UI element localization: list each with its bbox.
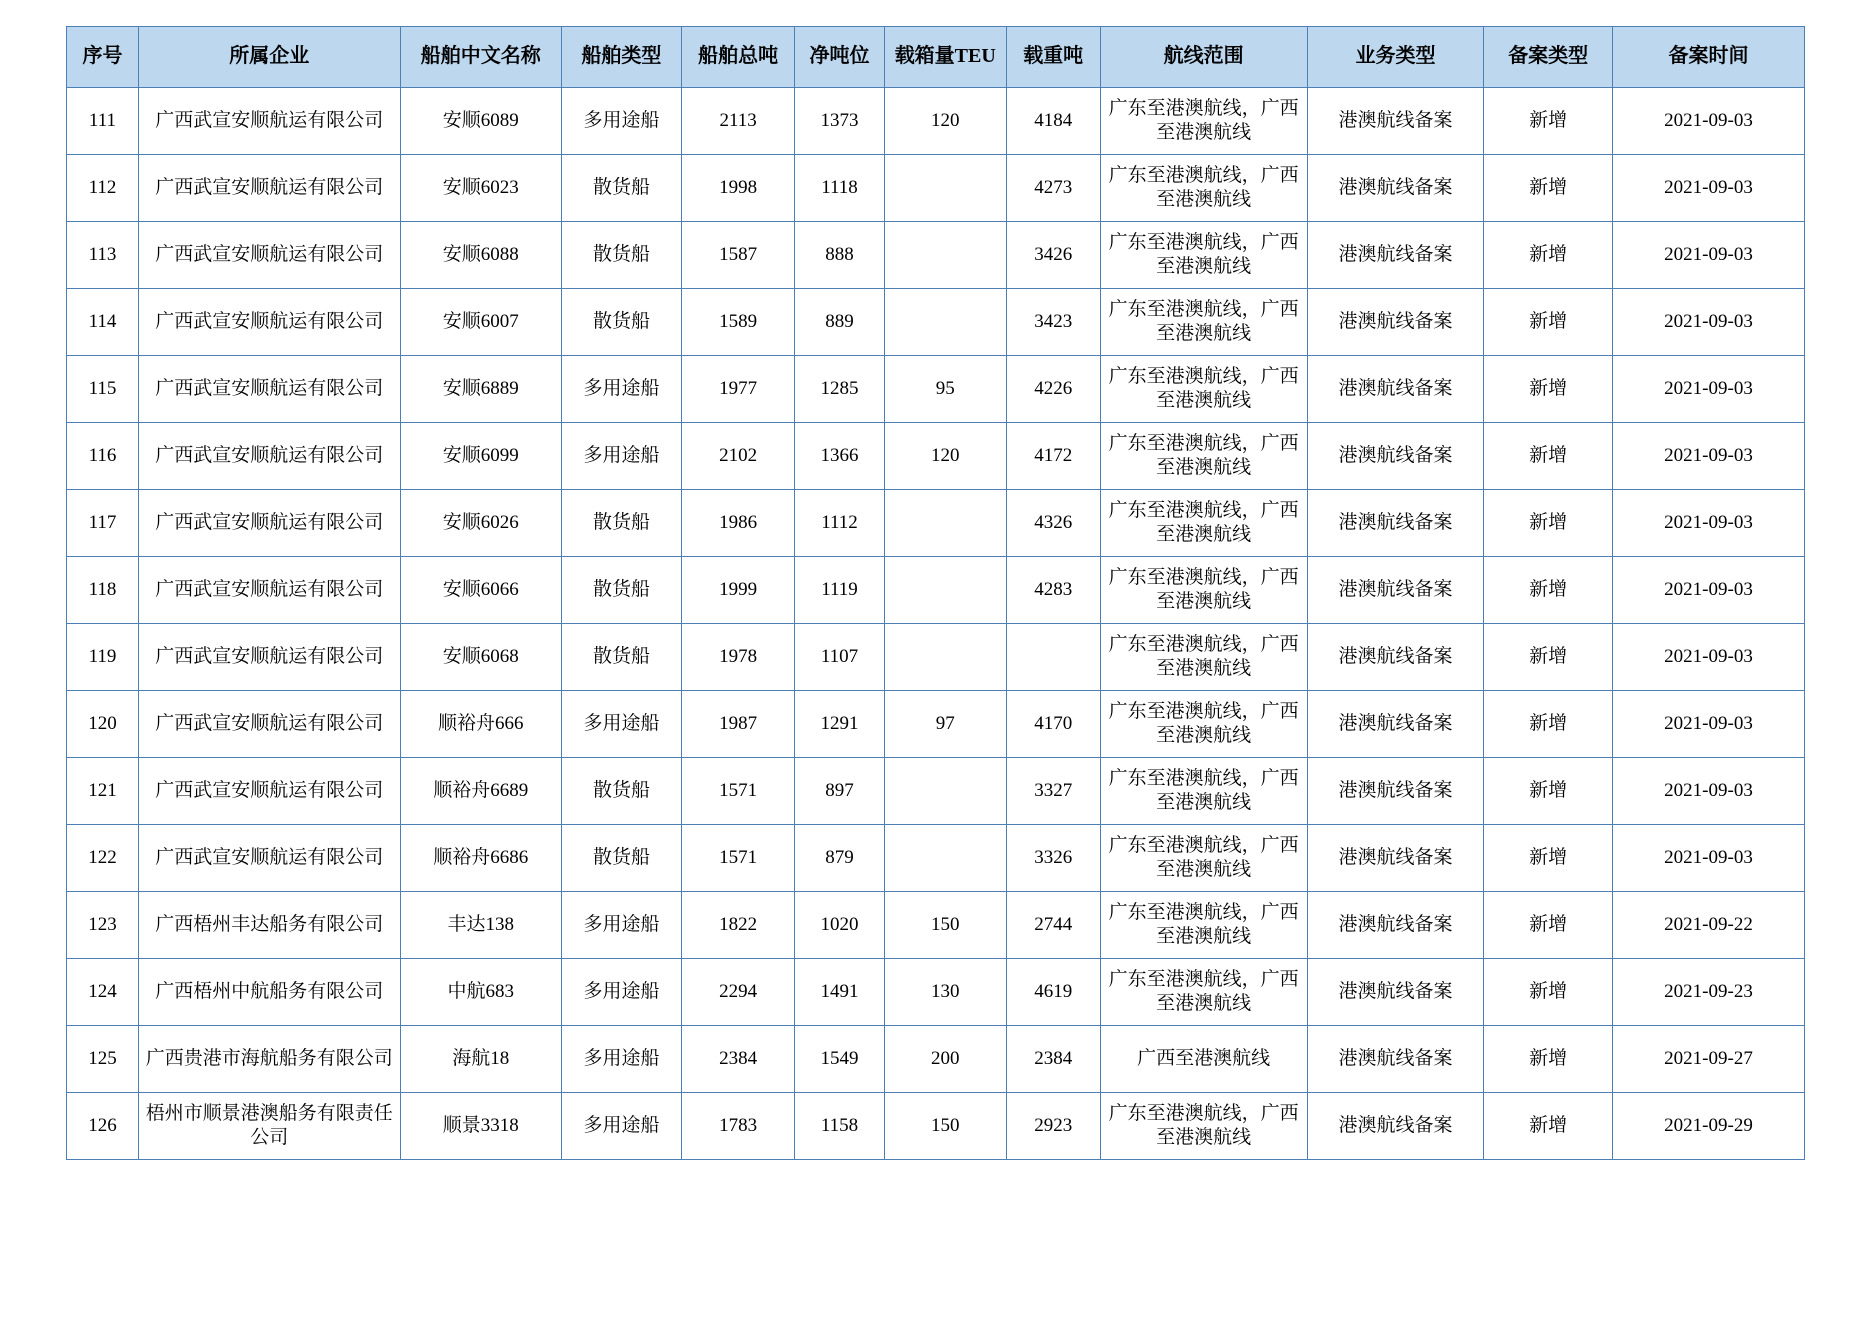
cell-gross-tonnage: 1571 (681, 825, 794, 892)
cell-ship-type: 散货船 (561, 490, 681, 557)
cell-ship-name: 安顺6889 (400, 356, 561, 423)
cell-company: 广西武宣安顺航运有限公司 (138, 155, 400, 222)
cell-ship-type: 多用途船 (561, 1093, 681, 1160)
cell-record-type: 新增 (1484, 825, 1613, 892)
cell-gross-tonnage: 1783 (681, 1093, 794, 1160)
table-row (67, 892, 1805, 959)
cell-business-type: 港澳航线备案 (1307, 490, 1484, 557)
cell-route: 广东至港澳航线，广西至港澳航线 (1100, 1093, 1307, 1160)
cell-record-type: 新增 (1484, 1093, 1613, 1160)
cell-record-date: 2021-09-03 (1613, 155, 1805, 222)
cell-record-type: 新增 (1484, 959, 1613, 1026)
cell-deadweight: 4283 (1006, 557, 1100, 624)
cell-index: 115 (67, 356, 139, 423)
cell-company: 广西梧州丰达船务有限公司 (138, 892, 400, 959)
cell-record-date: 2021-09-03 (1613, 557, 1805, 624)
cell-gross-tonnage: 1987 (681, 691, 794, 758)
cell-gross-tonnage: 1998 (681, 155, 794, 222)
cell-ship-name: 中航683 (400, 959, 561, 1026)
cell-record-type: 新增 (1484, 758, 1613, 825)
cell-gross-tonnage: 2384 (681, 1026, 794, 1093)
cell-teu (884, 825, 1006, 892)
cell-index: 126 (67, 1093, 139, 1160)
cell-business-type: 港澳航线备案 (1307, 624, 1484, 691)
column-header-record-type: 备案类型 (1484, 27, 1613, 88)
cell-ship-type: 多用途船 (561, 1026, 681, 1093)
cell-ship-name: 安顺6007 (400, 289, 561, 356)
cell-deadweight: 4184 (1006, 88, 1100, 155)
cell-record-type: 新增 (1484, 222, 1613, 289)
column-header-ship-type: 船舶类型 (561, 27, 681, 88)
cell-index: 123 (67, 892, 139, 959)
cell-teu (884, 289, 1006, 356)
cell-route: 广东至港澳航线，广西至港澳航线 (1100, 289, 1307, 356)
cell-ship-type: 散货船 (561, 557, 681, 624)
cell-ship-name: 安顺6099 (400, 423, 561, 490)
column-header-route: 航线范围 (1100, 27, 1307, 88)
cell-index: 117 (67, 490, 139, 557)
table-header (67, 27, 1805, 88)
cell-index: 112 (67, 155, 139, 222)
cell-gross-tonnage: 1822 (681, 892, 794, 959)
cell-route: 广东至港澳航线，广西至港澳航线 (1100, 959, 1307, 1026)
cell-teu (884, 624, 1006, 691)
cell-index: 120 (67, 691, 139, 758)
cell-company: 广西武宣安顺航运有限公司 (138, 289, 400, 356)
cell-net-tonnage: 879 (795, 825, 884, 892)
cell-deadweight: 3326 (1006, 825, 1100, 892)
cell-record-date: 2021-09-22 (1613, 892, 1805, 959)
cell-gross-tonnage: 1977 (681, 356, 794, 423)
cell-teu (884, 490, 1006, 557)
cell-business-type: 港澳航线备案 (1307, 222, 1484, 289)
cell-ship-type: 散货船 (561, 155, 681, 222)
cell-record-type: 新增 (1484, 557, 1613, 624)
cell-deadweight (1006, 624, 1100, 691)
cell-ship-type: 多用途船 (561, 423, 681, 490)
cell-ship-type: 散货船 (561, 289, 681, 356)
cell-index: 114 (67, 289, 139, 356)
cell-route: 广东至港澳航线，广西至港澳航线 (1100, 892, 1307, 959)
cell-company: 广西武宣安顺航运有限公司 (138, 825, 400, 892)
cell-gross-tonnage: 2113 (681, 88, 794, 155)
cell-net-tonnage: 1020 (795, 892, 884, 959)
cell-ship-name: 顺裕舟666 (400, 691, 561, 758)
cell-business-type: 港澳航线备案 (1307, 691, 1484, 758)
cell-business-type: 港澳航线备案 (1307, 1093, 1484, 1160)
table-body (67, 88, 1805, 1160)
cell-record-date: 2021-09-03 (1613, 423, 1805, 490)
cell-index: 118 (67, 557, 139, 624)
cell-ship-name: 安顺6089 (400, 88, 561, 155)
cell-gross-tonnage: 1999 (681, 557, 794, 624)
cell-record-type: 新增 (1484, 691, 1613, 758)
cell-company: 广西武宣安顺航运有限公司 (138, 490, 400, 557)
cell-gross-tonnage: 1986 (681, 490, 794, 557)
column-header-index: 序号 (67, 27, 139, 88)
cell-company: 广西武宣安顺航运有限公司 (138, 222, 400, 289)
column-header-company: 所属企业 (138, 27, 400, 88)
cell-ship-type: 多用途船 (561, 356, 681, 423)
cell-ship-type: 散货船 (561, 624, 681, 691)
cell-teu: 97 (884, 691, 1006, 758)
cell-net-tonnage: 1491 (795, 959, 884, 1026)
cell-route: 广东至港澳航线，广西至港澳航线 (1100, 222, 1307, 289)
cell-record-date: 2021-09-03 (1613, 289, 1805, 356)
cell-net-tonnage: 1112 (795, 490, 884, 557)
cell-net-tonnage: 1285 (795, 356, 884, 423)
cell-company: 广西武宣安顺航运有限公司 (138, 423, 400, 490)
cell-index: 121 (67, 758, 139, 825)
cell-teu (884, 155, 1006, 222)
cell-record-type: 新增 (1484, 892, 1613, 959)
cell-route: 广东至港澳航线，广西至港澳航线 (1100, 825, 1307, 892)
cell-teu: 120 (884, 88, 1006, 155)
cell-teu (884, 557, 1006, 624)
cell-deadweight: 2384 (1006, 1026, 1100, 1093)
cell-business-type: 港澳航线备案 (1307, 356, 1484, 423)
cell-net-tonnage: 1118 (795, 155, 884, 222)
cell-record-date: 2021-09-03 (1613, 490, 1805, 557)
cell-record-date: 2021-09-27 (1613, 1026, 1805, 1093)
column-header-business-type: 业务类型 (1307, 27, 1484, 88)
cell-gross-tonnage: 1978 (681, 624, 794, 691)
cell-route: 广东至港澳航线，广西至港澳航线 (1100, 88, 1307, 155)
cell-teu (884, 758, 1006, 825)
cell-company: 广西武宣安顺航运有限公司 (138, 691, 400, 758)
cell-route: 广东至港澳航线，广西至港澳航线 (1100, 557, 1307, 624)
cell-gross-tonnage: 1587 (681, 222, 794, 289)
cell-deadweight: 4172 (1006, 423, 1100, 490)
cell-deadweight: 2744 (1006, 892, 1100, 959)
cell-net-tonnage: 1119 (795, 557, 884, 624)
cell-route: 广东至港澳航线，广西至港澳航线 (1100, 155, 1307, 222)
cell-company: 广西武宣安顺航运有限公司 (138, 356, 400, 423)
cell-teu: 150 (884, 1093, 1006, 1160)
cell-net-tonnage: 888 (795, 222, 884, 289)
table-header-row (67, 27, 1805, 88)
cell-record-date: 2021-09-03 (1613, 691, 1805, 758)
cell-ship-name: 海航18 (400, 1026, 561, 1093)
table-row (67, 490, 1805, 557)
cell-company: 广西武宣安顺航运有限公司 (138, 624, 400, 691)
table-row (67, 825, 1805, 892)
cell-net-tonnage: 1366 (795, 423, 884, 490)
cell-index: 124 (67, 959, 139, 1026)
cell-ship-type: 多用途船 (561, 691, 681, 758)
cell-teu (884, 222, 1006, 289)
cell-index: 119 (67, 624, 139, 691)
cell-record-date: 2021-09-03 (1613, 356, 1805, 423)
table-row (67, 959, 1805, 1026)
cell-business-type: 港澳航线备案 (1307, 825, 1484, 892)
cell-net-tonnage: 1373 (795, 88, 884, 155)
cell-teu: 95 (884, 356, 1006, 423)
cell-record-date: 2021-09-03 (1613, 624, 1805, 691)
cell-ship-type: 散货船 (561, 825, 681, 892)
cell-company: 广西武宣安顺航运有限公司 (138, 758, 400, 825)
cell-record-date: 2021-09-03 (1613, 222, 1805, 289)
cell-gross-tonnage: 2294 (681, 959, 794, 1026)
cell-gross-tonnage: 1571 (681, 758, 794, 825)
cell-net-tonnage: 1107 (795, 624, 884, 691)
cell-index: 125 (67, 1026, 139, 1093)
cell-teu: 200 (884, 1026, 1006, 1093)
cell-net-tonnage: 889 (795, 289, 884, 356)
cell-net-tonnage: 1158 (795, 1093, 884, 1160)
cell-ship-type: 多用途船 (561, 88, 681, 155)
cell-record-date: 2021-09-29 (1613, 1093, 1805, 1160)
table-row (67, 289, 1805, 356)
table-row (67, 1093, 1805, 1160)
cell-ship-name: 丰达138 (400, 892, 561, 959)
table-row (67, 155, 1805, 222)
cell-route: 广东至港澳航线，广西至港澳航线 (1100, 691, 1307, 758)
cell-deadweight: 2923 (1006, 1093, 1100, 1160)
column-header-teu: 载箱量TEU (884, 27, 1006, 88)
cell-record-type: 新增 (1484, 624, 1613, 691)
cell-record-type: 新增 (1484, 155, 1613, 222)
table-row (67, 624, 1805, 691)
cell-company: 广西梧州中航船务有限公司 (138, 959, 400, 1026)
cell-deadweight: 4273 (1006, 155, 1100, 222)
table-row (67, 222, 1805, 289)
cell-deadweight: 4326 (1006, 490, 1100, 557)
cell-ship-name: 安顺6068 (400, 624, 561, 691)
cell-index: 116 (67, 423, 139, 490)
cell-route: 广东至港澳航线，广西至港澳航线 (1100, 758, 1307, 825)
cell-net-tonnage: 1549 (795, 1026, 884, 1093)
cell-route: 广东至港澳航线，广西至港澳航线 (1100, 423, 1307, 490)
cell-record-type: 新增 (1484, 356, 1613, 423)
cell-net-tonnage: 897 (795, 758, 884, 825)
column-header-ship-name: 船舶中文名称 (400, 27, 561, 88)
cell-net-tonnage: 1291 (795, 691, 884, 758)
cell-ship-name: 顺裕舟6689 (400, 758, 561, 825)
cell-deadweight: 3426 (1006, 222, 1100, 289)
cell-index: 113 (67, 222, 139, 289)
column-header-gross-tonnage: 船舶总吨 (681, 27, 794, 88)
cell-route: 广西至港澳航线 (1100, 1026, 1307, 1093)
cell-record-date: 2021-09-03 (1613, 88, 1805, 155)
cell-record-date: 2021-09-03 (1613, 758, 1805, 825)
cell-deadweight: 4619 (1006, 959, 1100, 1026)
cell-record-type: 新增 (1484, 1026, 1613, 1093)
cell-business-type: 港澳航线备案 (1307, 88, 1484, 155)
cell-record-type: 新增 (1484, 490, 1613, 557)
ship-record-table (66, 26, 1805, 1160)
cell-ship-type: 散货船 (561, 222, 681, 289)
table-row (67, 691, 1805, 758)
cell-business-type: 港澳航线备案 (1307, 1026, 1484, 1093)
cell-business-type: 港澳航线备案 (1307, 758, 1484, 825)
cell-deadweight: 4226 (1006, 356, 1100, 423)
cell-ship-type: 多用途船 (561, 959, 681, 1026)
cell-teu: 130 (884, 959, 1006, 1026)
cell-company: 梧州市顺景港澳船务有限责任公司 (138, 1093, 400, 1160)
cell-route: 广东至港澳航线，广西至港澳航线 (1100, 356, 1307, 423)
cell-record-date: 2021-09-23 (1613, 959, 1805, 1026)
cell-ship-type: 散货船 (561, 758, 681, 825)
cell-route: 广东至港澳航线，广西至港澳航线 (1100, 624, 1307, 691)
cell-record-type: 新增 (1484, 423, 1613, 490)
cell-company: 广西武宣安顺航运有限公司 (138, 557, 400, 624)
cell-ship-name: 安顺6088 (400, 222, 561, 289)
cell-record-type: 新增 (1484, 289, 1613, 356)
column-header-deadweight: 载重吨 (1006, 27, 1100, 88)
table-row (67, 423, 1805, 490)
cell-teu: 150 (884, 892, 1006, 959)
table-row (67, 557, 1805, 624)
cell-company: 广西贵港市海航船务有限公司 (138, 1026, 400, 1093)
cell-gross-tonnage: 1589 (681, 289, 794, 356)
cell-ship-name: 顺景3318 (400, 1093, 561, 1160)
cell-record-date: 2021-09-03 (1613, 825, 1805, 892)
cell-deadweight: 3327 (1006, 758, 1100, 825)
cell-business-type: 港澳航线备案 (1307, 423, 1484, 490)
cell-business-type: 港澳航线备案 (1307, 959, 1484, 1026)
table-row (67, 88, 1805, 155)
cell-business-type: 港澳航线备案 (1307, 892, 1484, 959)
cell-ship-name: 顺裕舟6686 (400, 825, 561, 892)
table-row (67, 356, 1805, 423)
column-header-net-tonnage: 净吨位 (795, 27, 884, 88)
cell-ship-name: 安顺6066 (400, 557, 561, 624)
cell-ship-name: 安顺6023 (400, 155, 561, 222)
cell-teu: 120 (884, 423, 1006, 490)
cell-business-type: 港澳航线备案 (1307, 557, 1484, 624)
cell-business-type: 港澳航线备案 (1307, 289, 1484, 356)
cell-deadweight: 4170 (1006, 691, 1100, 758)
cell-index: 122 (67, 825, 139, 892)
cell-ship-type: 多用途船 (561, 892, 681, 959)
cell-company: 广西武宣安顺航运有限公司 (138, 88, 400, 155)
cell-route: 广东至港澳航线，广西至港澳航线 (1100, 490, 1307, 557)
cell-ship-name: 安顺6026 (400, 490, 561, 557)
cell-deadweight: 3423 (1006, 289, 1100, 356)
cell-gross-tonnage: 2102 (681, 423, 794, 490)
table-row (67, 758, 1805, 825)
cell-business-type: 港澳航线备案 (1307, 155, 1484, 222)
cell-index: 111 (67, 88, 139, 155)
table-row (67, 1026, 1805, 1093)
cell-record-type: 新增 (1484, 88, 1613, 155)
column-header-record-date: 备案时间 (1613, 27, 1805, 88)
